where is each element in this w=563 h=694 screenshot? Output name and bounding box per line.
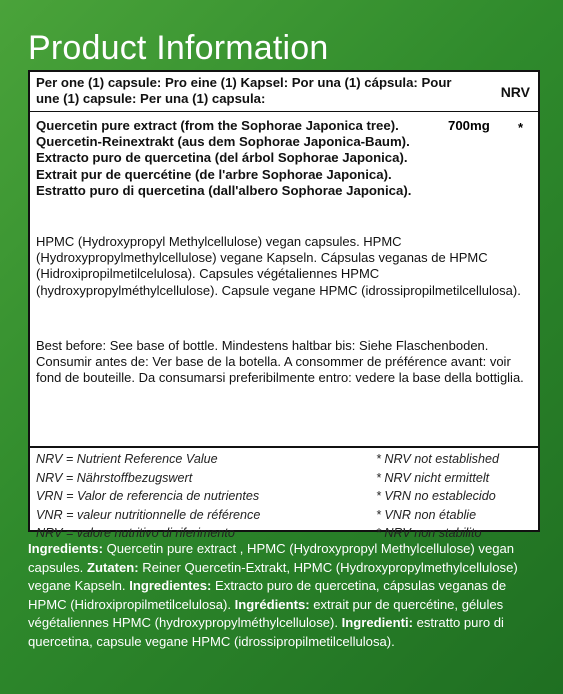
ingredients-label-it: Ingredienti: [341,615,413,631]
nutrient-amount: 700mg [448,118,490,133]
ingredients-label-de: Zutaten: [86,559,139,575]
not-established-notes [376,450,499,543]
ingredients-de: Reiner Quercetin-Extrakt, HPMC (Hydroxypropylmethylcellulose) vegane Kapseln. [28,559,518,594]
note-line: * VRN no establecido [376,489,496,504]
per-capsule-label: Per one (1) capsule: Pro eine (1) Kapsel: Por una (1) cápsula: Pour une (1) capsule: Per una (1) capsula: [36,75,452,106]
note-line: * NRV not established [376,452,499,466]
ingredients-it: estratto puro di quercetina, capsule vegane HPMC (idrossipropilmetilcellulosa). [28,615,504,649]
nutrient-nrv-mark: * [518,120,524,135]
legend-line: NRV = Nährstoffbezugswert [36,470,193,485]
note-line: * NRV non stabilito [376,526,482,541]
ingredients-label-fr: Ingrédients: [234,596,310,612]
ingredients-label-es: Ingredientes: [129,578,212,594]
legend-line: NRV = valore nutritivo di riferimento [36,526,235,541]
best-before-text: Best before: See base of bottle. Mindestens haltbar bis: Siehe Flaschenboden. Consumir antes de: Ver base de la botella. A consommer de préférence avant: voir fond de bouteille. Da consumarsi preferibilmente entro: vedere la base della bottiglia. [36,338,524,386]
legend-line: NRV = Nutrient Reference Value [36,452,218,466]
product-info-panel [28,70,540,541]
ingredients-fr: extrait pur de quercétine, gélules végétaliennes HPMC (hydroxypropylméthylcellulose). [28,596,504,631]
nutrient-name: Quercetin pure extract (from the Sophorae Japonica tree). Quercetin-Reinextrakt (aus dem Sophorae Japonica-Baum). Extracto puro de quercetina (del árbol Sophorae Japonica). Extrait pur de quercétine (de l'arbre Sophorae Japonica). Estratto puro di quercetina (dall'albero Sophorae Japonica). [36,118,412,198]
ingredients-label-en: Ingredients: [28,541,103,556]
note-line: * VNR non établie [376,507,477,522]
legend-footer [30,448,538,541]
page-title: Product Information [28,29,329,67]
legend-line: VNR = valeur nutritionnelle de référence [36,507,261,522]
ingredients-es: Extracto puro de quercetina, cápsulas veganas de HPMC (Hidroxipropilmetilcelulosa). [28,578,507,612]
note-line: * NRV nicht ermittelt [376,470,490,485]
legend-line: VRN = Valor de referencia de nutrientes [36,489,260,504]
ingredients-en: Quercetin pure extract , HPMC (Hydroxypropyl Methylcellulose) vegan capsules. [28,541,515,575]
nutrient-row [30,112,538,448]
nrv-legend [36,450,260,543]
ingredients-text [28,540,538,652]
capsule-description: HPMC (Hydroxypropyl Methylcellulose) vegan capsules. HPMC (Hydroxypropylmethylcellulose) vegane Kapseln. Cápsulas veganas de HPMC (Hidroxipropilmetilcelulosa). Capsules végétaliennes HPMC (hydroxypropylméthylcellulose). Capsule vegane HPMC (idrossipropilmetilcellulosa). [36,234,521,298]
nrv-column-header: NRV [500,84,530,100]
serving-header [30,72,538,112]
